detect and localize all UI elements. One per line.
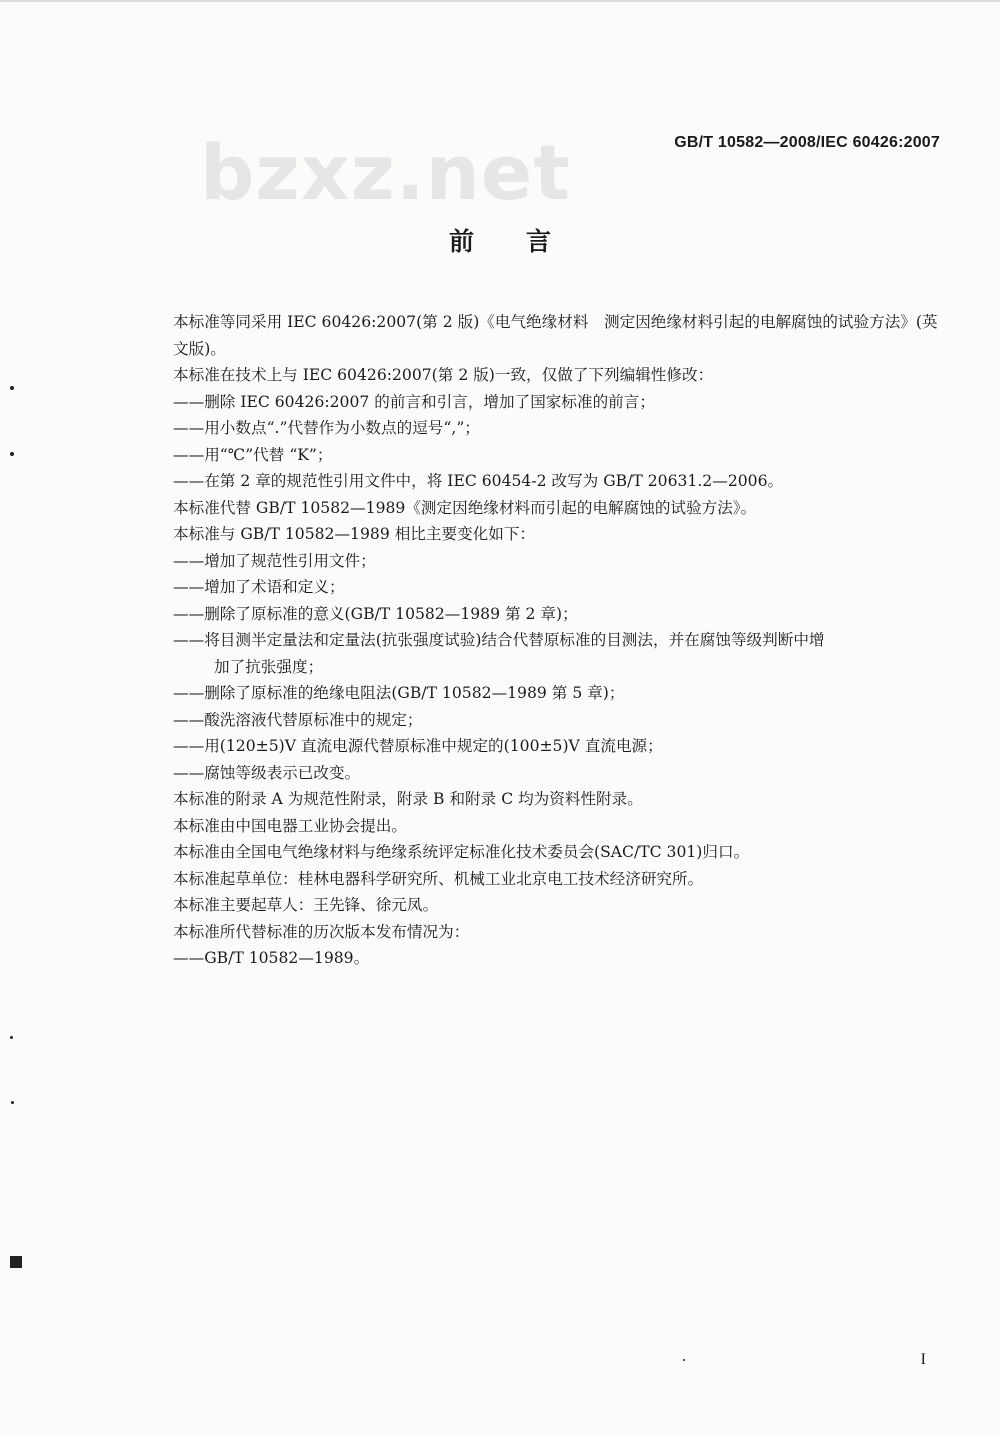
paragraph: 本标准由全国电气绝缘材料与绝缘系统评定标准化技术委员会(SAC/TC 301)归口。	[173, 843, 750, 861]
paragraph: 本标准与 GB/T 10582—1989 相比主要变化如下：	[173, 525, 536, 543]
dash-item: —— 在第 2 章的规范性引用文件中，将 IEC 60454-2 改写为 GB/T 20631.2—2006。	[173, 468, 943, 495]
standard-number-header: GB/T 10582—2008/IEC 60426:2007	[674, 134, 940, 151]
dash-mark: ——	[173, 419, 205, 437]
scan-speck	[11, 1101, 14, 1104]
dash-item: —— 用小数点“.”代替作为小数点的逗号“,”；	[173, 415, 943, 442]
dash-mark: ——	[173, 710, 205, 729]
dash-mark: ——	[173, 631, 205, 649]
page-title: 前言	[448, 227, 603, 256]
dash-mark: ——	[173, 578, 205, 596]
paragraph: 本标准由中国电器工业协会提出。	[173, 816, 407, 835]
dash-mark: ——	[173, 684, 205, 702]
dash-item: —— 删除 IEC 60426:2007 的前言和引言，增加了国家标准的前言；	[173, 389, 943, 416]
foreword-body	[173, 309, 943, 972]
paragraph: 本标准在技术上与 IEC 60426:2007(第 2 版)一致，仅做了下列编辑性修改：	[173, 366, 714, 384]
watermark: bzxz.net	[200, 128, 571, 217]
page-number: I	[920, 1351, 926, 1368]
dash-item: —— 删除了原标准的意义(GB/T 10582—1989 第 2 章)；	[173, 601, 943, 628]
dash-item: —— 用“℃”代替 “K”；	[173, 442, 943, 469]
dash-mark: ——	[173, 737, 205, 755]
dash-item: —— GB/T 10582—1989。	[173, 945, 943, 972]
scan-edge	[0, 0, 1000, 2]
dash-item: —— 用(120±5)V 直流电源代替原标准中规定的(100±5)V 直流电源；	[173, 733, 943, 760]
dash-item: —— 腐蚀等级表示已改变。	[173, 760, 943, 787]
paragraph: 本标准的附录 A 为规范性附录，附录 B 和附录 C 均为资料性附录。	[173, 790, 643, 808]
dash-mark: ——	[173, 604, 205, 623]
dash-item: —— 增加了术语和定义；	[173, 574, 943, 601]
dash-mark: ——	[173, 763, 205, 782]
dash-item: —— 删除了原标准的绝缘电阻法(GB/T 10582—1989 第 5 章)；	[173, 680, 943, 707]
dash-item: —— 增加了规范性引用文件；	[173, 548, 943, 575]
paragraph: 本标准等同采用 IEC 60426:2007(第 2 版)《电气绝缘材料 测定因绝缘材料引起的电解腐蚀的试验方法》(英文版)。	[173, 313, 938, 358]
scan-speck	[10, 1036, 13, 1039]
scan-speck	[10, 452, 14, 456]
dash-mark: ——	[173, 551, 205, 570]
dash-mark: ——	[173, 472, 205, 490]
paragraph: 本标准代替 GB/T 10582—1989《测定因绝缘材料而引起的电解腐蚀的试验方法》。	[173, 498, 757, 517]
scan-speck	[10, 386, 14, 390]
dash-item: —— 将目测半定量法和定量法(抗张强度试验)结合代替原标准的目测法，并在腐蚀等级判断中增	[173, 627, 943, 654]
dash-mark: ——	[173, 445, 205, 464]
dash-mark: ——	[173, 949, 205, 967]
paragraph: 本标准所代替标准的历次版本发布情况为：	[173, 922, 470, 941]
dash-item: —— 酸洗溶液代替原标准中的规定；	[173, 707, 943, 734]
paragraph: 本标准起草单位：桂林电器科学研究所、机械工业北京电工技术经济研究所。	[173, 869, 704, 888]
paragraph: 本标准主要起草人：王先锋、徐元凤。	[173, 896, 439, 914]
dash-item-continuation: 加了抗张强度；	[214, 657, 324, 676]
scan-mark-square	[10, 1256, 22, 1268]
scan-speck	[683, 1359, 685, 1361]
dash-mark: ——	[173, 392, 205, 411]
